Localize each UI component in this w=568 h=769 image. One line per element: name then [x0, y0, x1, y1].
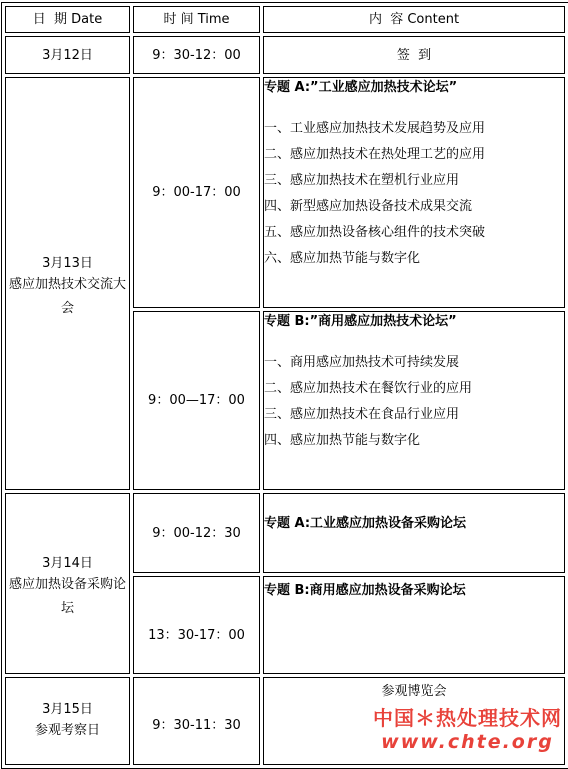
- content-cell: [263, 77, 565, 308]
- header-content: 内 容 Content: [263, 6, 565, 33]
- date-cell: [5, 77, 130, 490]
- time-cell: 9：30-12：00: [133, 36, 260, 74]
- topic-title: 专题 A:工业感应加热设备采购论坛: [264, 516, 467, 531]
- topic-title: 专题 B:商用感应加热设备采购论坛: [264, 583, 466, 598]
- list-item: 三、感应加热技术在食品行业应用: [264, 407, 460, 422]
- list-item: 二、感应加热技术在餐饮行业的应用: [264, 381, 473, 396]
- date-text: 3月15日: [42, 701, 93, 717]
- list-item: 一、商用感应加热技术可持续发展: [264, 355, 460, 370]
- topic-title: 专题 A:”工业感应加热技术论坛”: [264, 80, 458, 95]
- time-cell: 9：30-11：30: [133, 677, 260, 765]
- schedule-table: [1, 2, 568, 769]
- time-cell: 9：00—17：00: [133, 311, 260, 490]
- list-item: 四、感应加热节能与数字化: [264, 433, 421, 448]
- list-item: 一、工业感应加热技术发展趋势及应用: [264, 121, 486, 136]
- table-row: [5, 493, 565, 573]
- list-item: 二、感应加热技术在热处理工艺的应用: [264, 147, 486, 162]
- list-item: 六、感应加热节能与数字化: [264, 251, 421, 266]
- site-watermark: [373, 705, 562, 753]
- event-name: 感应加热技术交流大会: [8, 277, 126, 316]
- content-cell: [263, 576, 565, 674]
- event-name: 参观考察日: [34, 722, 100, 738]
- topic-title: 专题 B:”商用感应加热技术论坛”: [264, 314, 457, 329]
- date-text: 3月14日: [42, 556, 93, 571]
- date-cell: 3月12日: [5, 36, 130, 74]
- list-item: 五、感应加热设备核心组件的技术突破: [264, 225, 486, 240]
- date-cell: [5, 677, 130, 765]
- time-cell: 9：00-17：00: [133, 77, 260, 308]
- time-cell: 13：30-17：00: [133, 576, 260, 674]
- header-time: 时 间 Time: [133, 6, 260, 33]
- list-item: 四、新型感应加热设备技术成果交流: [264, 199, 473, 214]
- list-item: 三、感应加热技术在塑机行业应用: [264, 173, 460, 188]
- header-date: 日 期 Date: [5, 6, 130, 33]
- date-text: 3月13日: [42, 256, 93, 271]
- watermark-url: www.chte.org: [381, 731, 554, 753]
- watermark-title: 中国＊热处理技术网: [373, 706, 562, 730]
- content-text: 参观博览会: [381, 684, 447, 699]
- content-cell: [263, 311, 565, 490]
- time-cell: 9：00-12：30: [133, 493, 260, 573]
- content-cell: 签 到: [263, 36, 565, 74]
- table-row: [5, 77, 565, 308]
- date-cell: [5, 493, 130, 674]
- header-row: [5, 6, 565, 33]
- content-cell: [263, 493, 565, 573]
- table-row: [5, 36, 565, 74]
- event-name: 感应加热设备采购论坛: [8, 577, 126, 616]
